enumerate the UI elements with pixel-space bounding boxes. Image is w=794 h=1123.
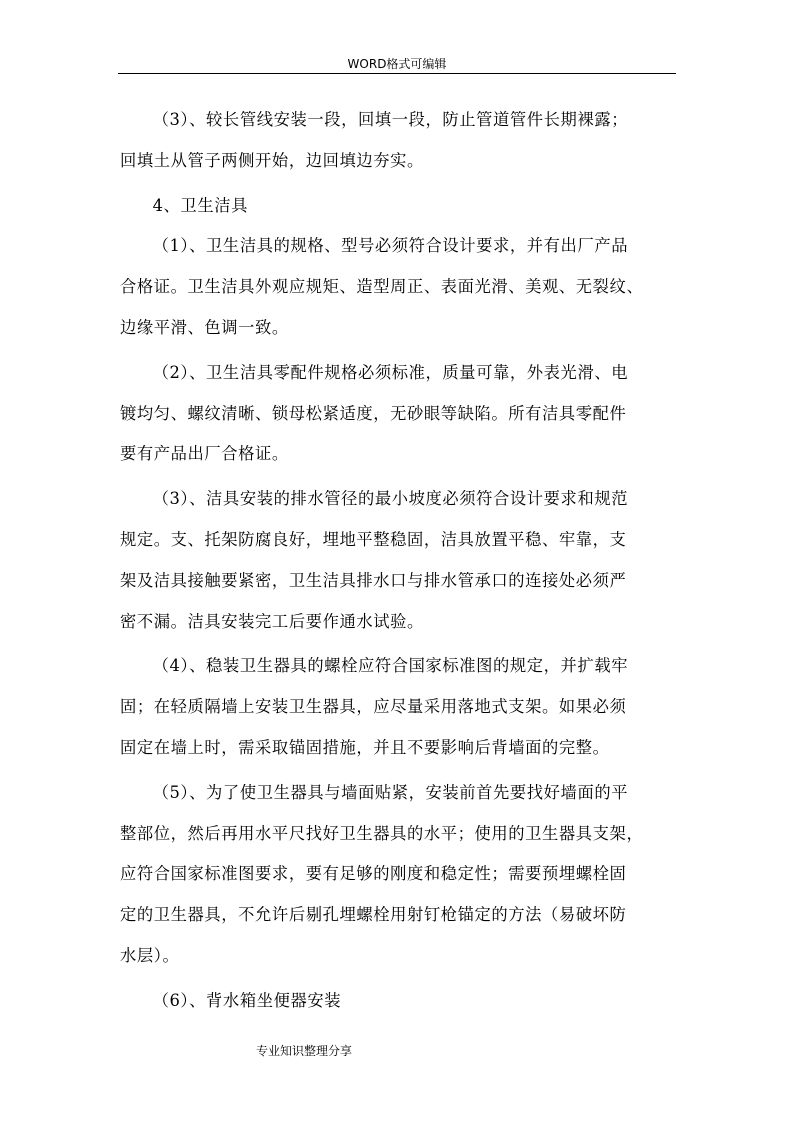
paragraph-3-drain-slope: （3）、洁具安装的排水管径的最小坡度必须符合设计要求和规范 规定。支、托架防腐良好，埋地平整稳固，洁具放置平稳、牢靠，支 架及洁具接触要紧密，卫生洁具排水口与排水管承口的连接处必须严 密不漏。洁具安装完工后要作通水试验。 bbox=[120, 489, 629, 631]
paragraph-2-fittings: （2）、卫生洁具零配件规格必须标准，质量可靠，外表光滑、电 镀均匀、螺纹清晰、锁母松紧适度，无砂眼等缺陷。所有洁具零配件 要有产品出厂合格证。 bbox=[120, 362, 629, 464]
paragraph-1-specification: （1）、卫生洁具的规格、型号必须符合设计要求，并有出厂产品 合格证。卫生洁具外观应规矩、造型周正、表面光滑、美观、无裂纹、 边缘平滑、色调一致。 bbox=[120, 236, 644, 337]
document-body bbox=[120, 100, 676, 1026]
page-header: WORD格式可编辑 bbox=[347, 57, 447, 71]
paragraph-4-bolts: （4）、稳装卫生器具的螺栓应符合国家标准图的规定，并扩载牢 固；在轻质隔墙上安装卫生器具，应尽量采用落地式支架。如果必须 固定在墙上时，需采取锚固措施，并且不要影响后背墙面的完整。 bbox=[120, 656, 629, 757]
paragraph-3-backfill: （3）、较长管线安装一段，回填一段，防止管道管件长期裸露； 回填土从管子两侧开始，边回填边夯实。 bbox=[120, 110, 629, 170]
section-heading-sanitary-ware: 4、卫生洁具 bbox=[152, 195, 248, 215]
header-divider bbox=[118, 73, 676, 74]
paragraph-6-toilet-install: （6）、背水箱坐便器安装 bbox=[152, 990, 342, 1010]
paragraph-5-wall-fit: （5）、为了使卫生器具与墙面贴紧，安装前首先要找好墙面的平 整部位，然后再用水平尺找好卫生器具的水平；使用的卫生器具支架， 应符合国家标准图要求，要有足够的刚度和稳定性；需要预埋螺栓固 定的卫生器具，不允许后剔孔埋螺栓用射钉枪锚定的方法（易破坏防 水层）。 bbox=[120, 782, 644, 965]
page-footer: 专业知识整理分享 bbox=[256, 1044, 353, 1058]
